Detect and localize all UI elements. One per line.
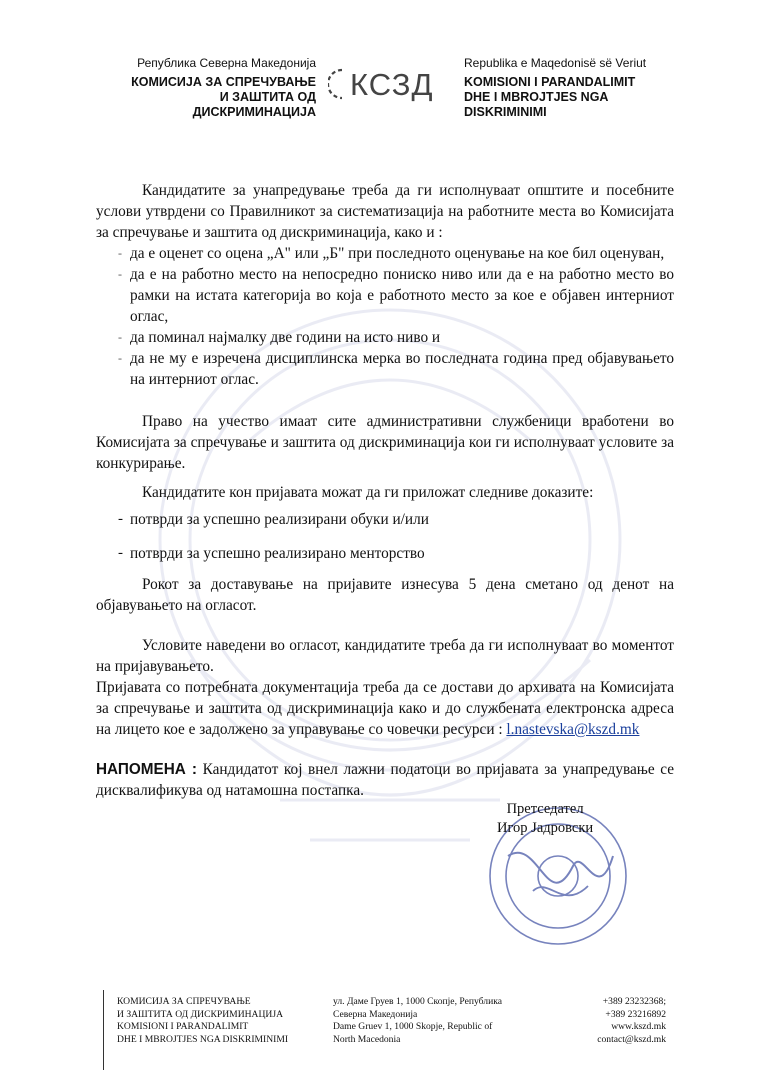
header-commission-mk-line1: КОМИСИЈА ЗА СПРЕЧУВАЊЕ: [131, 75, 316, 89]
paragraph-requirements-moment: Условите наведени во огласот, кандидатите треба да ги исполнуваат во моментот на пријавувањето.: [96, 637, 674, 675]
header-commission-mk-line2: И ЗАШТИТА ОД ДИСКРИМИНАЦИЈА: [192, 90, 316, 119]
signatory-name: Игор Јадровски: [497, 820, 594, 836]
conditions-list: [96, 243, 674, 390]
list-marker: -: [118, 267, 122, 281]
paragraph-conditions: Кандидатите за унапредување треба да ги исполнуваат општите и посебните услови утврдени со Правилникот за систематизација на работните места во Комисијата за спречување и заштита од дискриминација, како и :: [96, 182, 674, 241]
signatory-title: Претседател: [506, 801, 584, 817]
footer-divider: [103, 990, 104, 1070]
list-item: - да поминал најмалку две години на исто ниво и: [118, 329, 441, 346]
header-country-al: Republika e Maqedonisë së Veriut: [464, 56, 647, 70]
footer-email-link[interactable]: contact@kszd.mk: [597, 1033, 666, 1045]
svg-text:КСЗД: КСЗД: [350, 67, 434, 102]
signature-block: [497, 800, 593, 838]
footer-contacts: [556, 996, 666, 1046]
list-marker: -: [118, 545, 123, 561]
list-item: - да не му е изречена дисциплинска мерка во последната година пред објавувањето на интерниот оглас.: [118, 350, 674, 388]
evidence-list: [96, 509, 674, 564]
hr-email-link[interactable]: l.nastevska@kszd.mk: [506, 721, 640, 738]
list-item: - потврди за успешно реализирано менторство: [118, 545, 425, 562]
list-marker: -: [118, 330, 122, 344]
list-marker: -: [118, 246, 122, 260]
footer-commission-names: КОМИСИЈА ЗА СПРЕЧУВАЊЕ И ЗАШТИТА ОД ДИСКРИМИНАЦИЈА KOMISIONI I PARANDALIMIT DHE I MBROJTJES NGA DISKRIMINIMI: [117, 996, 289, 1045]
list-item: - потврди за успешно реализирани обуки и/или: [118, 511, 429, 528]
note-label: НАПОМЕНА :: [96, 761, 197, 778]
kszd-logo: [328, 62, 458, 106]
header-country-mk: Република Северна Македонија: [137, 56, 316, 70]
paragraph-deadline: Рокот за доставување на пријавите изнесува 5 дена сметано од денот на објавувањето на огласот.: [96, 576, 674, 614]
header-right: [464, 56, 694, 120]
document-body: [96, 180, 674, 801]
header-left: [98, 56, 316, 120]
paragraph-submission: Пријавата со потребната документација треба да се достави до архивата на Комисијата за спречување и заштита од дискриминација како и до службената електронска адреса на лицето кое е задолжено за управување со човечки ресурси : l.nastevska@kszd.mk: [96, 679, 674, 738]
note-text: Кандидатот кој внел лажни податоци во пријавата за унапредување се дисквалификува од натамошна постапка.: [96, 761, 674, 799]
list-marker: -: [118, 351, 122, 365]
paragraph-evidence: Кандидатите кон пријавата можат да ги приложат следниве доказите:: [142, 484, 594, 501]
list-marker: -: [118, 511, 123, 527]
paragraph-eligibility: Право на учество имаат сите административни службеници вработени во Комисијата за спречување и заштита од дискриминација кои ги исполнуваат условите за конкурирање.: [96, 413, 674, 472]
header-commission-al-line2: DHE I MBROJTJES NGA DISKRIMINIMI: [464, 90, 609, 119]
footer-website-link[interactable]: www.kszd.mk: [611, 1021, 666, 1032]
footer-phone-1: +389 23232368;: [602, 996, 666, 1007]
list-item: - да е на работно место на непосредно пониско ниво или да е на работно место во рамки на истата категорија во која е работното место за кое е објавен интерниот оглас,: [118, 266, 674, 325]
footer-phone-2: +389 23216892: [605, 1008, 666, 1020]
header-commission-al-line1: KOMISIONI I PARANDALIMIT: [464, 75, 636, 89]
list-item: - да е оценет со оцена „А" или „Б" при последното оценување на кое бил оценуван,: [118, 245, 665, 262]
paragraph-note: [96, 759, 674, 801]
footer-address: ул. Даме Груев 1, 1000 Скопје, Република Северна Македонија Dame Gruev 1, 1000 Skopje, Republic of North Macedonia: [333, 996, 502, 1045]
